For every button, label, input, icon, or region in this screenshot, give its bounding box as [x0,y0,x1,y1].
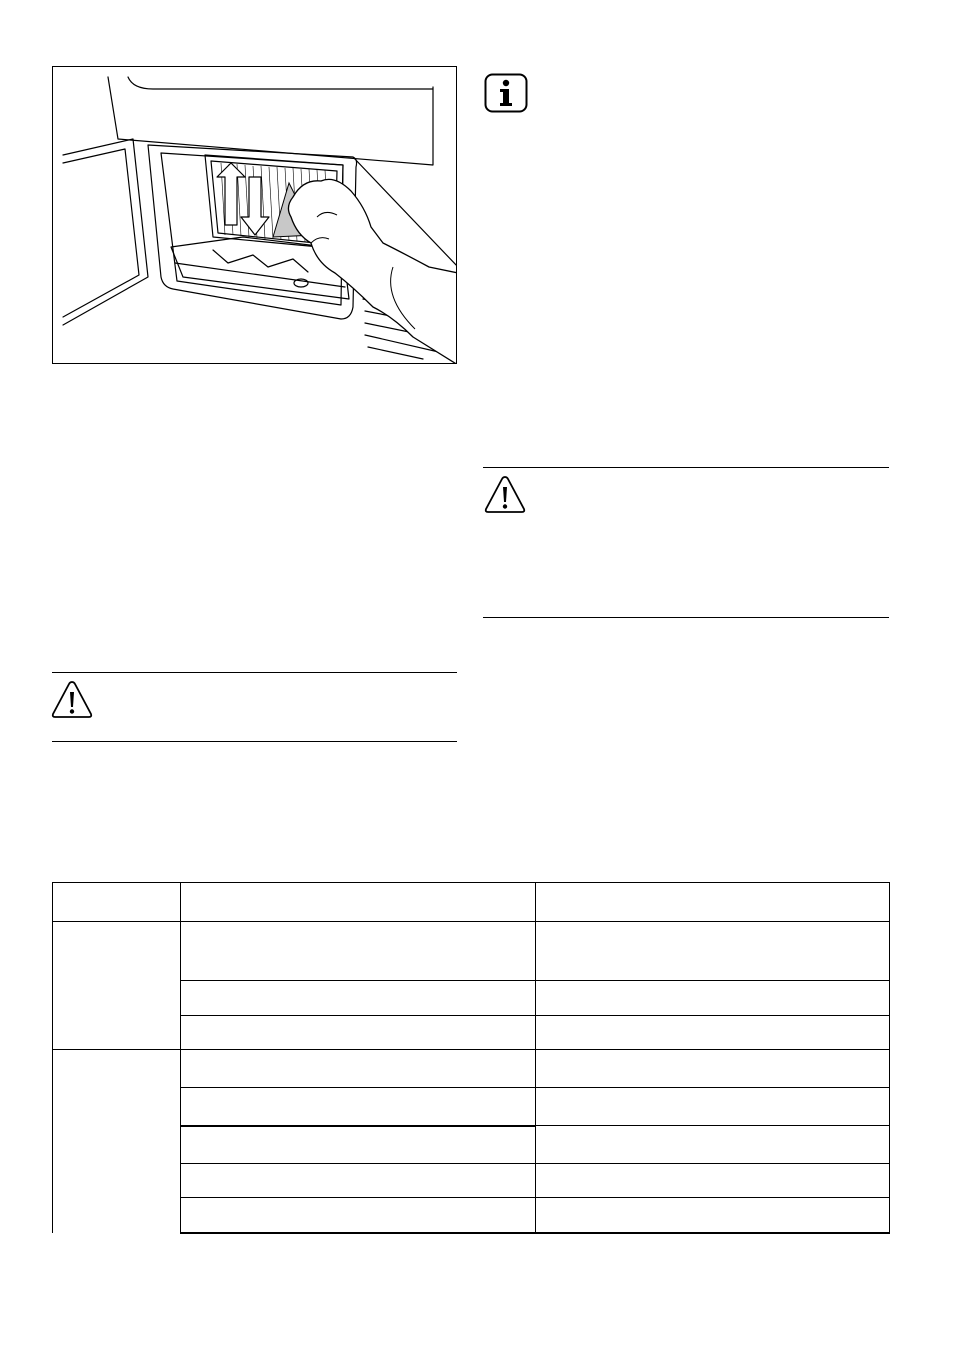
table-cell [181,1050,536,1088]
table-cell [536,922,890,981]
troubleshooting-table [52,882,890,1234]
table-row [53,922,890,981]
warning-top-rule-left [52,672,457,673]
table-cell [536,1126,890,1164]
table-cell [181,922,536,981]
table-cell [536,1088,890,1126]
table-cell [181,1016,536,1050]
table-group-label [53,1050,181,1233]
table-cell [181,981,536,1016]
warning-triangle-icon [483,474,527,521]
table-cell [181,1088,536,1126]
table-cell [536,1016,890,1050]
table-cell [181,1126,536,1164]
table-header-cell [181,883,536,922]
range-hood-filter-removal-illustration [53,67,457,364]
table-row [53,1050,890,1088]
table-header-row [53,883,890,922]
warning-top-rule-right [483,467,889,468]
table-cell [536,981,890,1016]
warning-bottom-rule-right [483,617,889,618]
warning-triangle-icon [50,679,94,726]
warning-bottom-rule-left [52,741,457,742]
table-cell [536,1198,890,1233]
info-icon [484,73,528,118]
table-cell [536,1164,890,1198]
table-group-label [53,922,181,1050]
table-header-cell [536,883,890,922]
table-header-cell [53,883,181,922]
table-cell [536,1050,890,1088]
filter-removal-illustration [52,66,457,364]
table-cell [181,1198,536,1233]
table-cell [181,1164,536,1198]
